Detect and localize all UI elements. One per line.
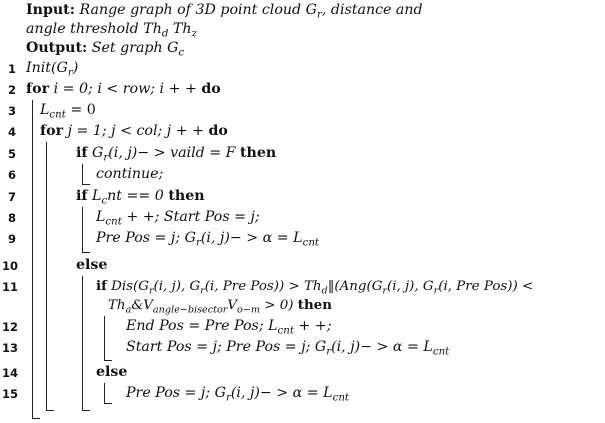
loop-expr: i = 0; i < row; i + + [53, 81, 197, 97]
fn-name: Init [26, 60, 51, 76]
var: L [40, 102, 50, 118]
sub: r [316, 9, 322, 21]
expr: Dis(G [111, 279, 149, 294]
line-number: 8 [7, 211, 16, 225]
line-1 [26, 60, 78, 77]
stmt: + +; [293, 318, 332, 334]
input-line-2 [26, 21, 197, 38]
stmt: (i, j)− > α = L [200, 230, 303, 246]
stmt: End Pos = Pre Pos; L [126, 318, 278, 334]
line-number: 2 [7, 83, 16, 97]
kw-then: then [297, 297, 332, 313]
line-number: 5 [7, 147, 16, 161]
input-line [26, 2, 423, 19]
line-number: 9 [7, 232, 16, 246]
line-9 [96, 230, 319, 247]
cond: (i, j)− > vaild = F [108, 145, 236, 161]
expr: Th [108, 298, 126, 313]
expr: ‖(Ang(G [327, 279, 383, 294]
var: L [92, 188, 102, 204]
line-5 [76, 145, 276, 162]
sub: cnt [332, 392, 350, 404]
sub: cnt [277, 325, 294, 337]
stmt: Pre Pos = j; G [126, 385, 226, 401]
line-number: 3 [7, 104, 16, 118]
var: G [92, 145, 104, 161]
inner-else-block-end [104, 403, 112, 404]
sub: c [101, 195, 108, 207]
sub: r [382, 285, 388, 297]
line-number: 13 [2, 341, 19, 355]
line-number: 7 [7, 190, 16, 204]
kw-then: then [168, 188, 205, 204]
expr: (i, Pre Pos)) < [438, 279, 534, 294]
sub: d [321, 285, 328, 297]
line-6 [96, 166, 163, 183]
line-11 [96, 278, 533, 295]
line-number: 15 [2, 387, 19, 401]
if-lcnt-block-end [82, 252, 90, 253]
output-text: Set graph G [91, 40, 179, 56]
output-line [26, 40, 184, 57]
if-dis-block-end [104, 360, 112, 361]
arg: (G [50, 60, 68, 76]
line-7 [76, 188, 205, 205]
line-number: 12 [2, 320, 19, 334]
kw-else: else [76, 257, 108, 273]
if-dis-block-line [104, 316, 105, 360]
if-lcnt-block-line [82, 207, 83, 252]
sub: a [125, 304, 132, 316]
stmt: Start Pos = j; Pre Pos = j; G [126, 339, 327, 355]
sub: r [225, 392, 231, 404]
else-block-line [82, 276, 83, 410]
var: L [96, 209, 106, 225]
sub: cnt [105, 216, 122, 228]
expr: (i, j), G [153, 279, 201, 294]
input-text-3: Th [168, 21, 192, 37]
cond: nt == 0 [107, 188, 164, 204]
kw-if: if [76, 188, 88, 204]
line-14 [96, 364, 127, 381]
line-number: 6 [7, 168, 16, 182]
expr: &V [131, 298, 153, 313]
output-label: Output: [26, 40, 88, 56]
expr: > 0) [260, 298, 294, 313]
stmt: Pre Pos = j; G [96, 230, 196, 246]
for-j-block-end [46, 410, 54, 411]
for-i-block-line [32, 100, 33, 418]
line-number: 10 [2, 259, 19, 273]
kw-for: for [40, 123, 64, 139]
line-number: 4 [7, 125, 16, 139]
sub: angle−bisector [152, 304, 228, 316]
line-13 [126, 339, 449, 356]
continue-stmt: continue; [96, 166, 164, 182]
kw-for: for [26, 81, 50, 97]
line-number: 11 [2, 280, 19, 294]
inner-else-block-line [104, 383, 105, 403]
line-12 [126, 318, 332, 335]
stmt: (i, j)− > α = L [230, 385, 333, 401]
expr: V [227, 298, 238, 313]
sub: o−m [237, 304, 261, 316]
if-valid-block-line [82, 164, 83, 184]
line-4 [40, 123, 228, 140]
kw-if: if [76, 145, 88, 161]
line-11-cont [108, 297, 332, 314]
loop-expr: j = 1; j < col; j + + [67, 123, 204, 139]
expr: (i, Pre Pos)) > Th [204, 279, 322, 294]
else-block-end [82, 410, 90, 411]
kw-then: then [239, 145, 277, 161]
kw-else: else [96, 364, 128, 380]
kw-do: do [201, 81, 221, 97]
for-j-block-line [46, 142, 47, 410]
sub: cnt [432, 346, 450, 358]
input-text: Range graph of 3D point cloud G [79, 2, 317, 18]
paren: ) [72, 60, 79, 76]
line-15 [126, 385, 349, 402]
kw-do: do [208, 123, 228, 139]
sub: r [103, 152, 109, 164]
sub: r [148, 285, 154, 297]
input-label: Input: [26, 2, 75, 18]
sub: z [191, 28, 197, 40]
expr: (i, j), G [387, 279, 434, 294]
if-valid-block-end [82, 184, 90, 185]
kw-if: if [96, 278, 107, 294]
sub: r [433, 285, 439, 297]
assign: = 0 [65, 102, 96, 118]
sub: d [161, 28, 169, 40]
stmt: + +; Start Pos = j; [121, 209, 260, 225]
line-number: 1 [7, 62, 16, 76]
line-10 [76, 257, 107, 274]
for-i-block-end [32, 418, 40, 419]
sub: c [178, 47, 185, 59]
sub: r [195, 237, 201, 249]
input-text-cont: , distance and [321, 2, 423, 18]
line-3 [40, 102, 96, 119]
stmt: (i, j)− > α = L [331, 339, 433, 355]
sub: r [200, 285, 205, 297]
sub: cnt [302, 237, 320, 249]
input-text-2: angle threshold Th [26, 21, 162, 37]
line-2 [26, 81, 221, 98]
sub: cnt [49, 109, 66, 121]
sub: r [67, 67, 73, 79]
line-8 [96, 209, 260, 226]
line-number: 14 [2, 366, 19, 380]
sub: r [326, 346, 332, 358]
